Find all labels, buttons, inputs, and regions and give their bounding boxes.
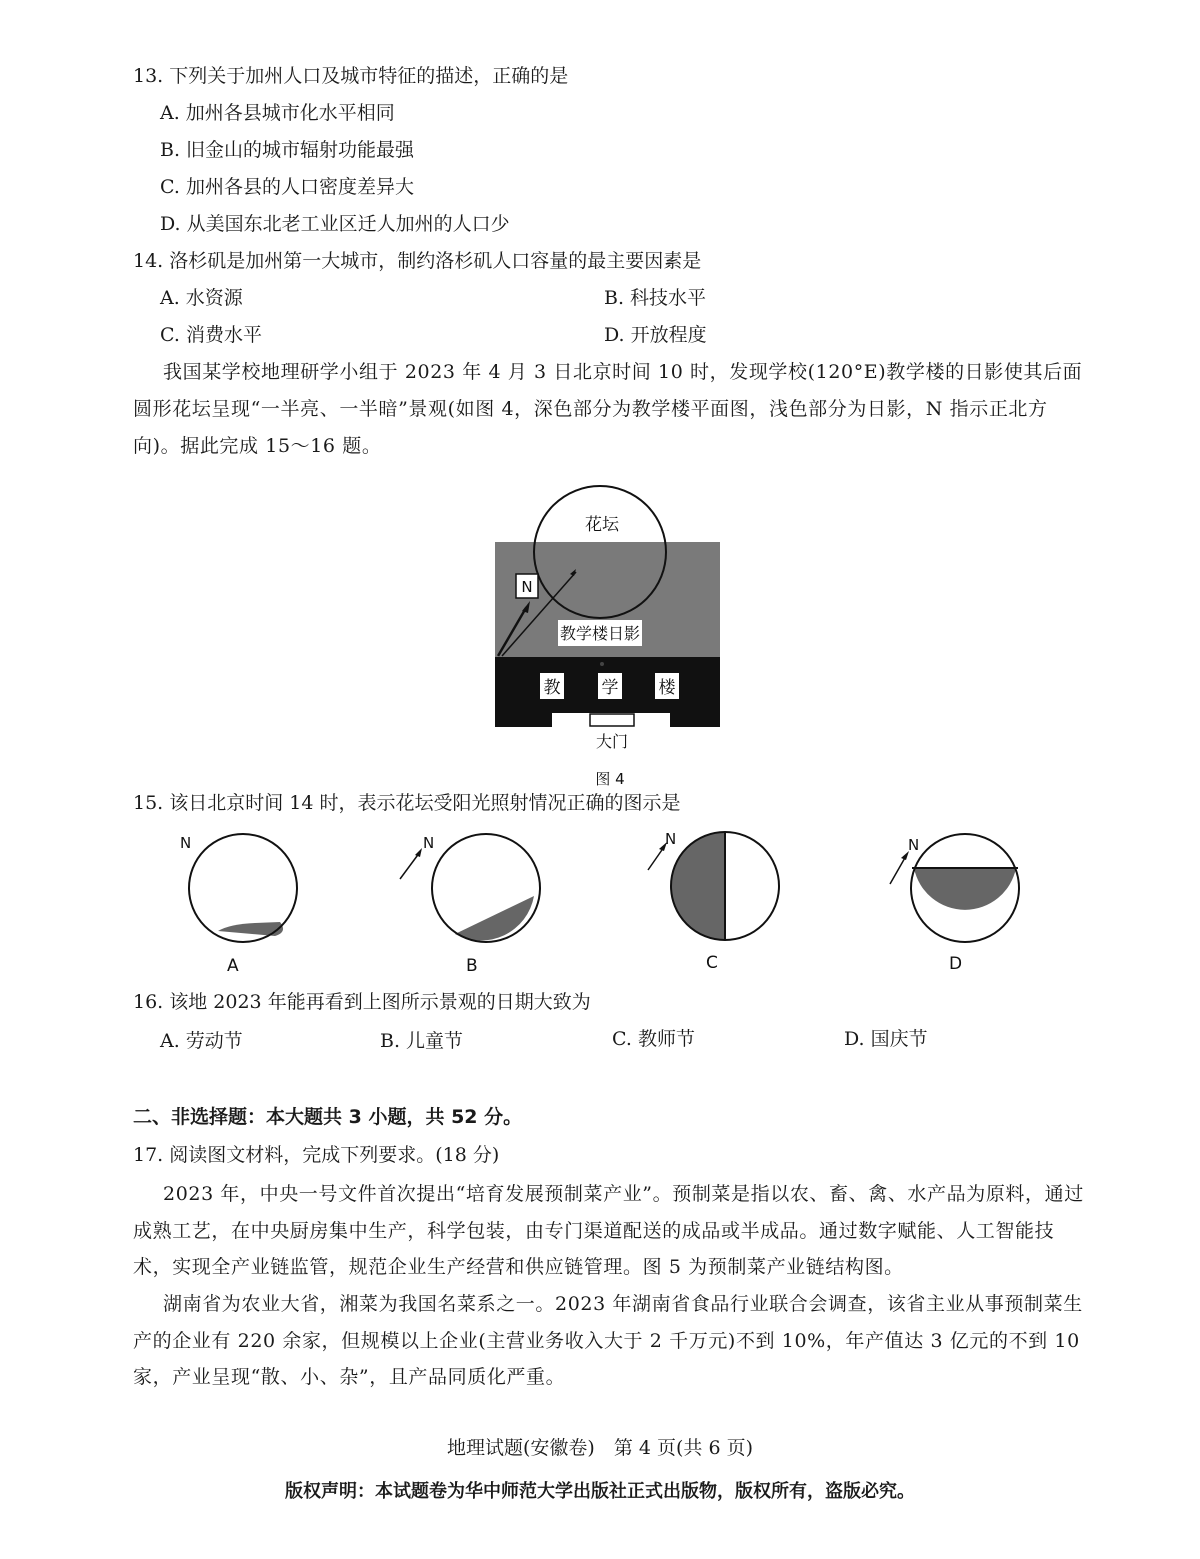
q15-d-label: D	[949, 954, 963, 974]
building-char-2: 学	[601, 678, 619, 698]
figure-4	[480, 470, 740, 790]
q14-option-b: B. 科技水平	[604, 287, 707, 309]
intro-15-16: 我国某学校地理研学小组于 2023 年 4 月 3 日北京时间 10 时，发现学校(120°E)教学楼的日影使其后面圆形花坛呈现“一半亮、一半暗”景观(如图 4，深色部分为教学楼平面图，浅色部分为日影，N 指示正北方向)。据此完成 15～16 题。	[133, 361, 1083, 457]
shadow-label: 教学楼日影	[559, 624, 641, 643]
q15-diagrams	[170, 826, 1050, 976]
q15-c-north: N	[665, 830, 677, 848]
q17-stem: 17. 阅读图文材料，完成下列要求。(18 分)	[133, 1144, 500, 1166]
gate-label: 大门	[595, 732, 629, 751]
q13-option-b: B. 旧金山的城市辐射功能最强	[160, 139, 415, 161]
building-char-1: 教	[543, 678, 561, 698]
q17-paragraph-1: 2023 年，中央一号文件首次提出“培育发展预制菜产业”。预制菜是指以农、畜、禽、水产品为原料，通过成熟工艺，在中央厨房集中生产，科学包装，由专门渠道配送的成品或半成品。通过数字赋能、人工智能技术，实现全产业链监管，规范企业生产经营和供应链管理。图 5 为预制菜产业链结构图。	[133, 1183, 1084, 1278]
q15-b-label: B	[466, 956, 478, 976]
q15-d-north: N	[908, 836, 920, 854]
copyright-notice: 版权声明：本试题卷为华中师范大学出版社正式出版物，版权所有，盗版必究。	[285, 1481, 915, 1502]
q15-b-north: N	[423, 834, 435, 852]
north-label: N	[521, 578, 533, 596]
q13-option-a: A. 加州各县城市化水平相同	[160, 102, 395, 124]
q15-b-shade	[455, 896, 534, 941]
figure-4-caption: 图 4	[595, 770, 625, 788]
q15-a-label: A	[227, 956, 239, 976]
q15-c-label: C	[706, 953, 718, 973]
section-2-heading: 二、非选择题：本大题共 3 小题，共 52 分。	[133, 1106, 523, 1128]
q16-option-c: C. 教师节	[612, 1028, 695, 1050]
building-char-3: 楼	[658, 678, 676, 698]
q14-option-c: C. 消费水平	[160, 324, 262, 346]
q13-stem: 13. 下列关于加州人口及城市特征的描述，正确的是	[133, 65, 569, 87]
flowerbed-label: 花坛	[585, 515, 619, 535]
q16-option-b: B. 儿童节	[380, 1030, 464, 1052]
q15-c-shade	[671, 832, 725, 940]
q13-option-c: C. 加州各县的人口密度差异大	[160, 176, 414, 198]
q14-stem: 14. 洛杉矶是加州第一大城市，制约洛杉矶人口容量的最主要因素是	[133, 250, 702, 272]
q14-option-a: A. 水资源	[160, 287, 243, 309]
q14-option-d: D. 开放程度	[604, 324, 707, 346]
q16-option-d: D. 国庆节	[844, 1028, 928, 1050]
q13-option-d: D. 从美国东北老工业区迁人加州的人口少	[160, 213, 510, 235]
q16-option-a: A. 劳动节	[160, 1030, 243, 1052]
q16-stem: 16. 该地 2023 年能再看到上图所示景观的日期大致为	[133, 991, 591, 1013]
q17-paragraph-2: 湖南省为农业大省，湘菜为我国名菜系之一。2023 年湖南省食品行业联合会调查，该省主业从事预制菜生产的企业有 220 余家，但规模以上企业(主营业务收入大于 2 千万元)不到 10%，年产值达 3 亿元的不到 10 家，产业呈现“散、小、杂”，且产品同质化严重。	[133, 1293, 1083, 1388]
q15-d-shade	[914, 868, 1016, 910]
gate	[590, 714, 634, 726]
q15-a-north: N	[180, 834, 192, 852]
q15-stem: 15. 该日北京时间 14 时，表示花坛受阳光照射情况正确的图示是	[133, 792, 681, 814]
page-footer: 地理试题(安徽卷) 第 4 页(共 6 页)	[447, 1437, 753, 1459]
